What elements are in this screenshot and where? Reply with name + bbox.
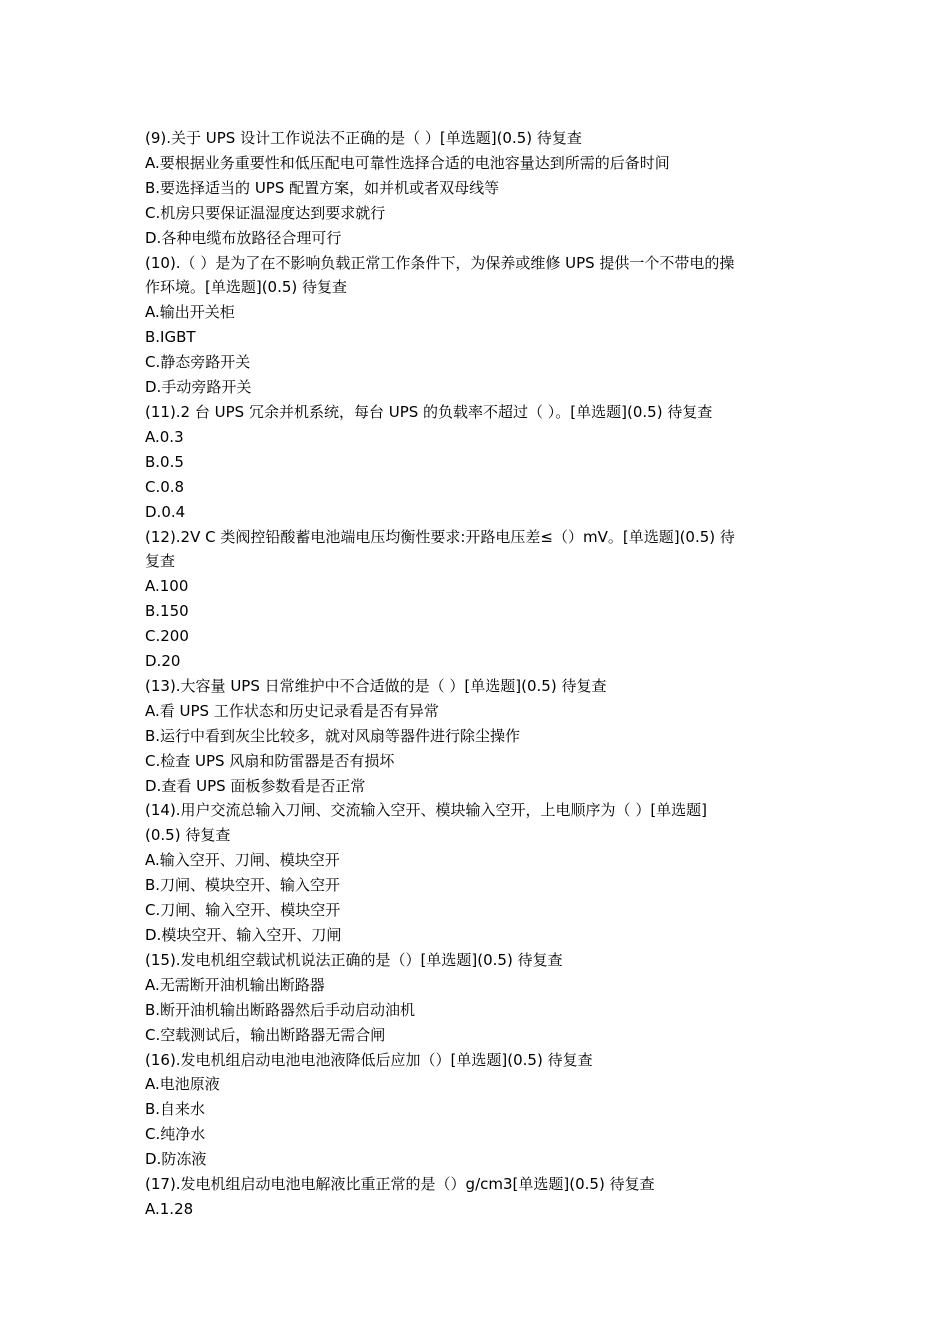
option-b: B.150 — [145, 602, 189, 621]
question-stem: (11).2 台 UPS 冗余并机系统，每台 UPS 的负载率不超过（ ）。[单选题](0.5) 待复查 — [145, 402, 713, 421]
option-c: C.刀闸、输入空开、模块空开 — [145, 901, 341, 920]
document-body — [145, 126, 810, 1222]
option-d: D.模块空开、输入空开、刀闸 — [145, 926, 342, 944]
question-stem-line-2: (0.5) 待复查 — [145, 826, 231, 845]
option-c: C.0.8 — [145, 477, 185, 496]
option-b: B.要选择适当的 UPS 配置方案，如并机或者双母线等 — [145, 178, 500, 197]
option-a: A.输出开关柜 — [145, 303, 235, 322]
option-d: D.查看 UPS 面板参数看是否正常 — [145, 776, 366, 795]
question-stem-line-1: (12).2V C 类阀控铅酸蓄电池端电压均衡性要求:开路电压差≤（）mV。[单选题](0.5) 待 — [145, 527, 735, 546]
option-a: A.无需断开油机输出断路器 — [145, 975, 325, 994]
question-stem-line-2: 复查 — [145, 552, 176, 571]
option-a: A.100 — [145, 577, 189, 596]
option-d: D.手动旁路开关 — [145, 378, 252, 397]
option-c: C.检查 UPS 风扇和防雷器是否有损坏 — [145, 751, 395, 770]
option-d: D.各种电缆布放路径合理可行 — [145, 228, 342, 247]
option-d: D.20 — [145, 652, 181, 671]
option-c: C.200 — [145, 627, 189, 646]
question-stem: (16).发电机组启动电池电池液降低后应加（）[单选题](0.5) 待复查 — [145, 1050, 593, 1069]
question-stem-line-2: 作环境。[单选题](0.5) 待复查 — [145, 278, 348, 297]
option-a: A.1.28 — [145, 1199, 194, 1218]
question-stem: (13).大容量 UPS 日常维护中不合适做的是（ ）[单选题](0.5) 待复查 — [145, 676, 607, 695]
option-b: B.运行中看到灰尘比较多，就对风扇等器件进行除尘操作 — [145, 726, 521, 745]
option-c: C.机房只要保证温湿度达到要求就行 — [145, 203, 386, 222]
question-17 — [145, 1172, 810, 1222]
option-a: A.电池原液 — [145, 1075, 220, 1094]
option-b: B.IGBT — [145, 328, 196, 347]
option-a: A.输入空开、刀闸、模块空开 — [145, 851, 340, 870]
option-b: B.自来水 — [145, 1100, 206, 1119]
question-15 — [145, 948, 810, 1048]
question-stem: (17).发电机组启动电池电解液比重正常的是（）g/cm3[单选题](0.5) 待复查 — [145, 1175, 655, 1194]
question-13 — [145, 674, 810, 799]
option-b: B.0.5 — [145, 452, 184, 471]
option-c: C.纯净水 — [145, 1125, 206, 1144]
question-16 — [145, 1048, 810, 1173]
option-a: A.看 UPS 工作状态和历史记录看是否有异常 — [145, 701, 439, 720]
question-stem-line-1: (10).（ ）是为了在不影响负载正常工作条件下，为保养或维修 UPS 提供一个不带电的操 — [145, 253, 735, 272]
option-b: B.刀闸、模块空开、输入空开 — [145, 876, 341, 895]
option-b: B.断开油机输出断路器然后手动启动油机 — [145, 1000, 416, 1019]
question-stem-line-1: (14).用户交流总输入刀闸、交流输入空开、模块输入空开，上电顺序为（ ）[单选题] — [145, 801, 708, 820]
question-9 — [145, 126, 810, 251]
option-a: A.0.3 — [145, 427, 184, 446]
question-11 — [145, 400, 810, 525]
question-12 — [145, 525, 810, 674]
option-c: C.空载测试后，输出断路器无需合闸 — [145, 1025, 386, 1044]
question-10 — [145, 251, 810, 400]
option-a: A.要根据业务重要性和低压配电可靠性选择合适的电池容量达到所需的后备时间 — [145, 153, 670, 172]
question-14 — [145, 798, 810, 947]
option-d: D.0.4 — [145, 502, 186, 521]
option-d: D.防冻液 — [145, 1150, 207, 1169]
question-stem: (9).关于 UPS 设计工作说法不正确的是（ ）[单选题](0.5) 待复查 — [145, 129, 582, 147]
question-stem: (15).发电机组空载试机说法正确的是（）[单选题](0.5) 待复查 — [145, 950, 563, 969]
option-c: C.静态旁路开关 — [145, 353, 251, 372]
